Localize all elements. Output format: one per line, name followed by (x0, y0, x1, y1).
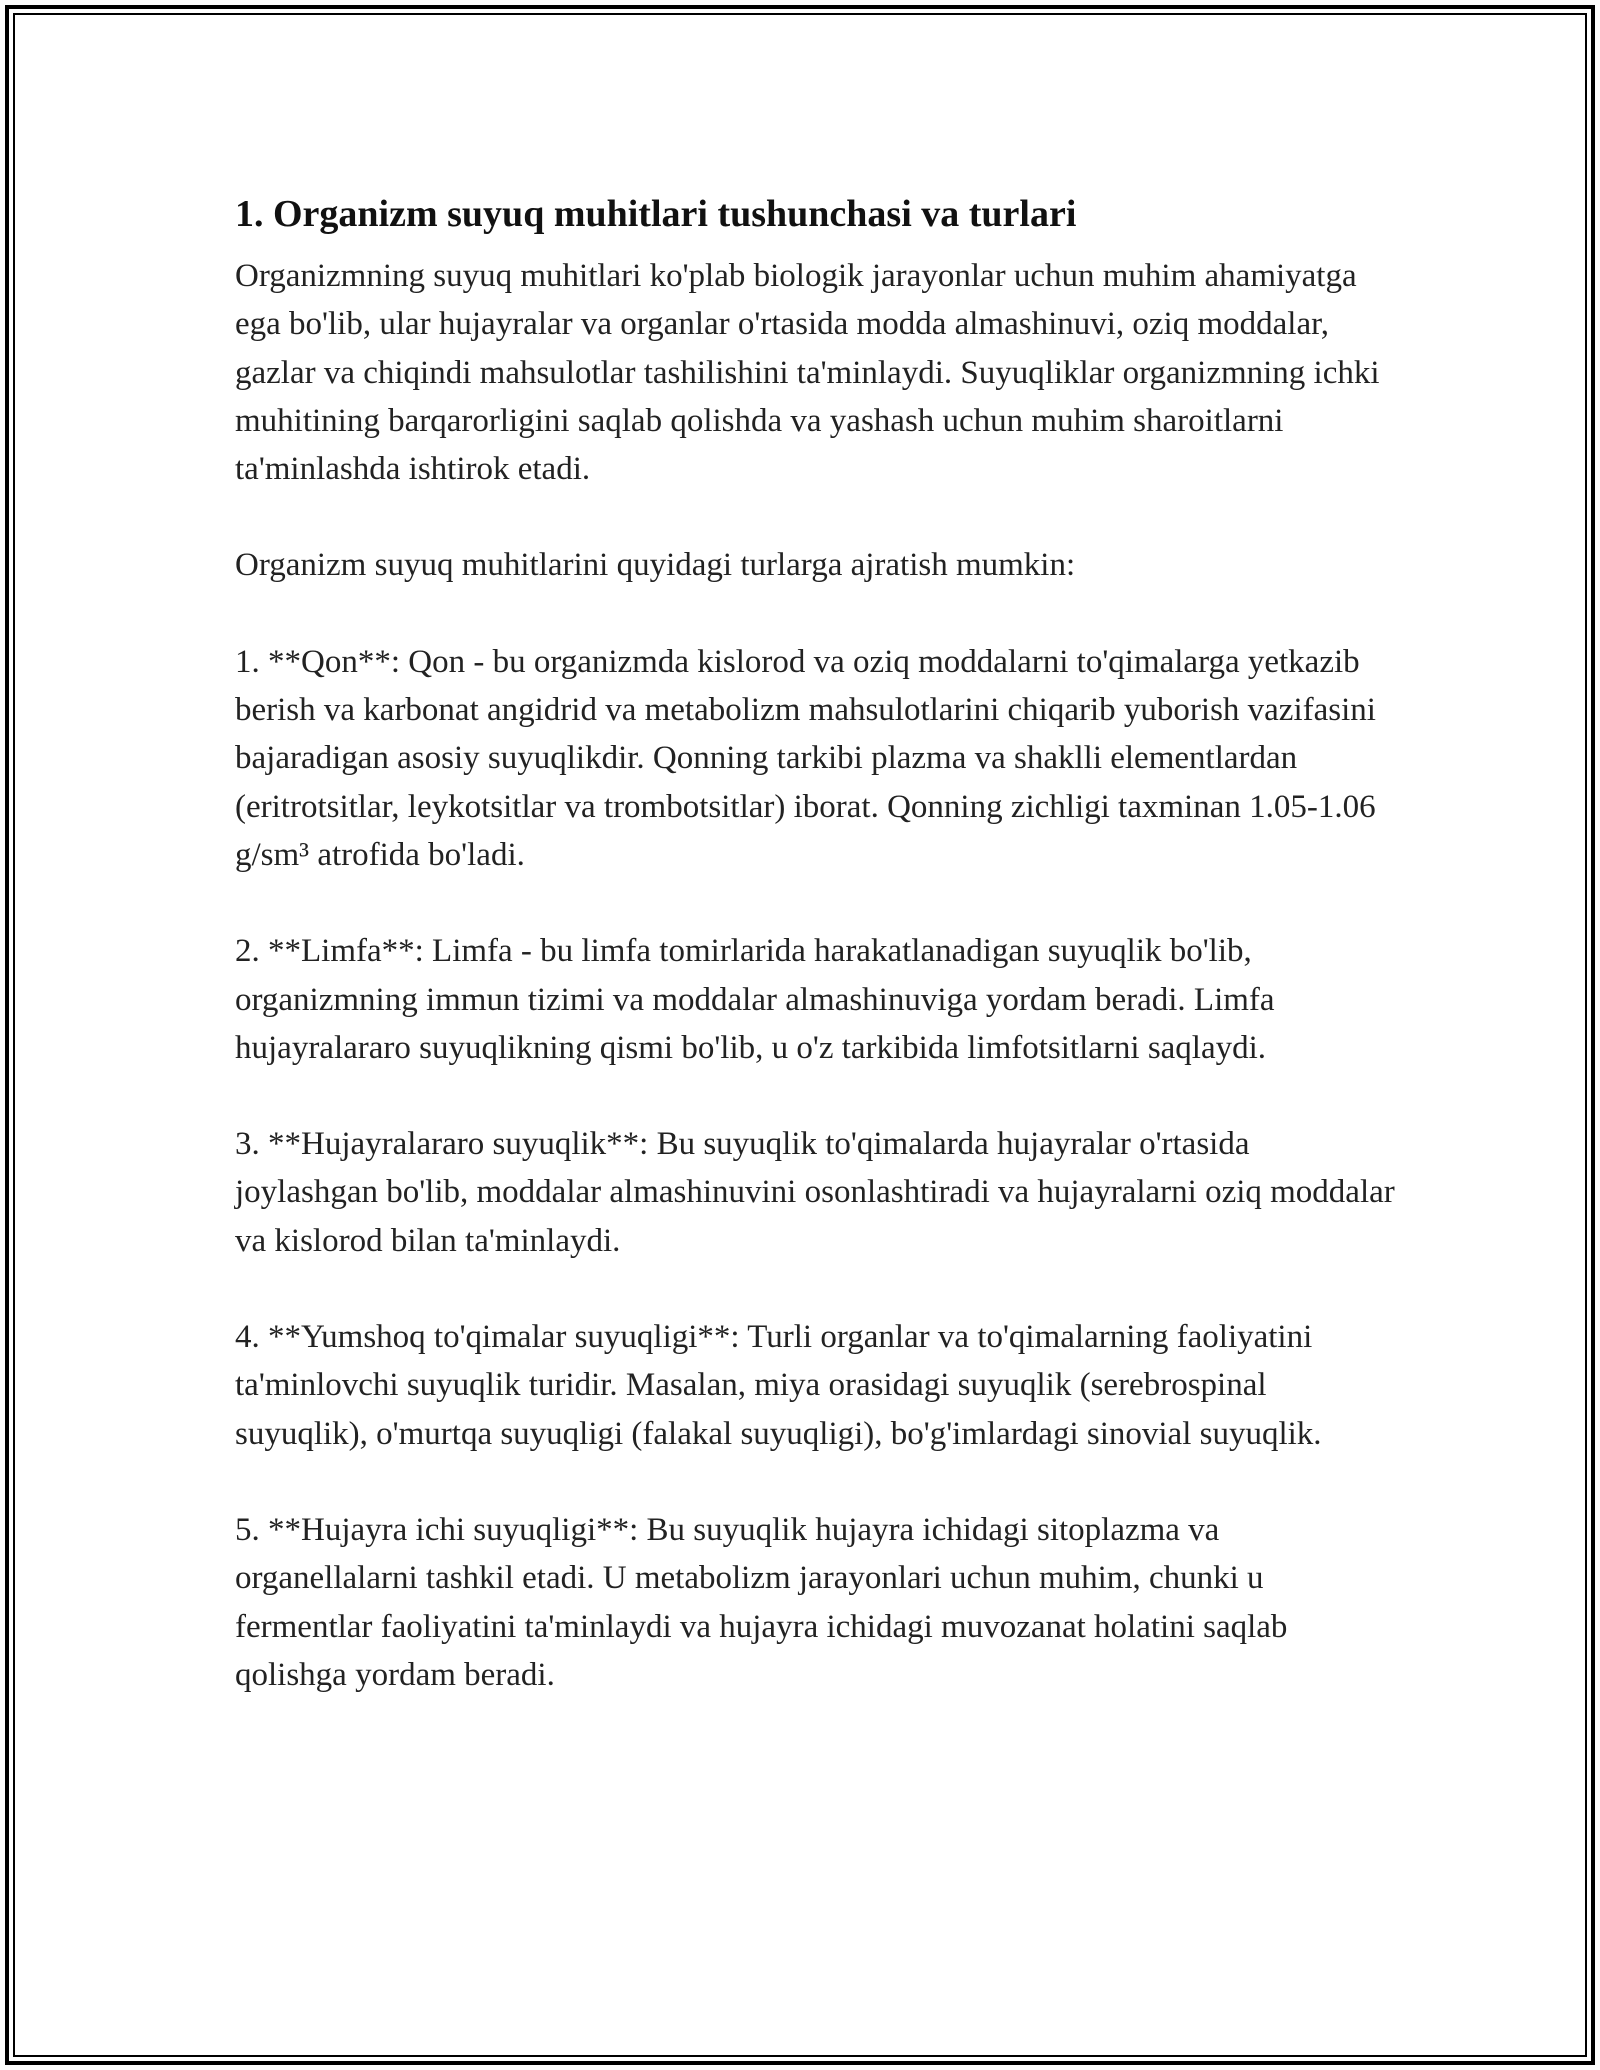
list-item-intracellular-fluid: 5. **Hujayra ichi suyuqligi**: Bu suyuqlik hujayra ichidagi sitoplazma va organellalarni tashkil etadi. U metabolizm jarayonlari uchun muhim, chunki u fermentlar faoliyatini ta'minlaydi va hujayra ichidagi muvozanat holatini saqlab qolishga yordam beradi. (235, 1511, 1296, 1693)
list-item-interstitial-fluid: 3. **Hujayralararo suyuqlik**: Bu suyuqlik to'qimalarda hujayralar o'rtasida joylashgan bo'lib, moddalar almashinuvini osonlashtiradi va hujayralarni oziq moddalar va kislorod bilan ta'minlaydi. (235, 1126, 1404, 1259)
list-item-lymph: 2. **Limfa**: Limfa - bu limfa tomirlarida harakatlanadigan suyuqlik bo'lib, organizmning immun tizimi va moddalar almashinuviga yordam beradi. Limfa hujayralararo suyuqlikning qismi bo'lib, u o'z tarkibida limfotsitlarni saqlaydi. (235, 933, 1283, 1066)
list-item-blood: 1. **Qon**: Qon - bu organizmda kislorod va oziq moddalarni to'qimalarga yetkazib berish va karbonat angidrid va metabolizm mahsulotlarini chiqarib yuborish vazifasini bajaradigan asosiy suyuqlikdir. Qonning tarkibi plazma va shaklli elementlardan (eritrotsitlar, leykotsitlar va trombotsitlar) iborat. Qonning zichligi taxminan 1.05-1.06 g/sm³ atrofida bo'ladi. (235, 643, 1385, 873)
types-lead-paragraph: Organizm suyuq muhitlarini quyidagi turlarga ajratish mumkin: (235, 547, 1076, 584)
list-item-soft-tissue-fluid: 4. **Yumshoq to'qimalar suyuqligi**: Turli organlar va to'qimalarning faoliyatini ta'minlovchi suyuqlik turidir. Masalan, miya orasidagi suyuqlik (serebrospinal suyuqlik), o'murtqa suyuqligi (falakal suyuqligi), bo'g'imlardagi sinovial suyuqlik. (235, 1319, 1322, 1452)
intro-paragraph: Organizmning suyuq muhitlari ko'plab biologik jarayonlar uchun muhim ahamiyatga ega bo'lib, ular hujayralar va organlar o'rtasida modda almashinuvi, oziq moddalar, gazlar va chiqindi mahsulotlar tashilishini ta'minlaydi. Suyuqliklar organizmning ichki muhitining barqarorligini saqlab qolishda va yashash uchun muhim sharoitlarni ta'minlashda ishtirok etadi. (235, 258, 1388, 488)
document-body (235, 184, 1404, 1699)
section-title: 1. Organizm suyuq muhitlari tushunchasi va turlari (235, 193, 1077, 235)
